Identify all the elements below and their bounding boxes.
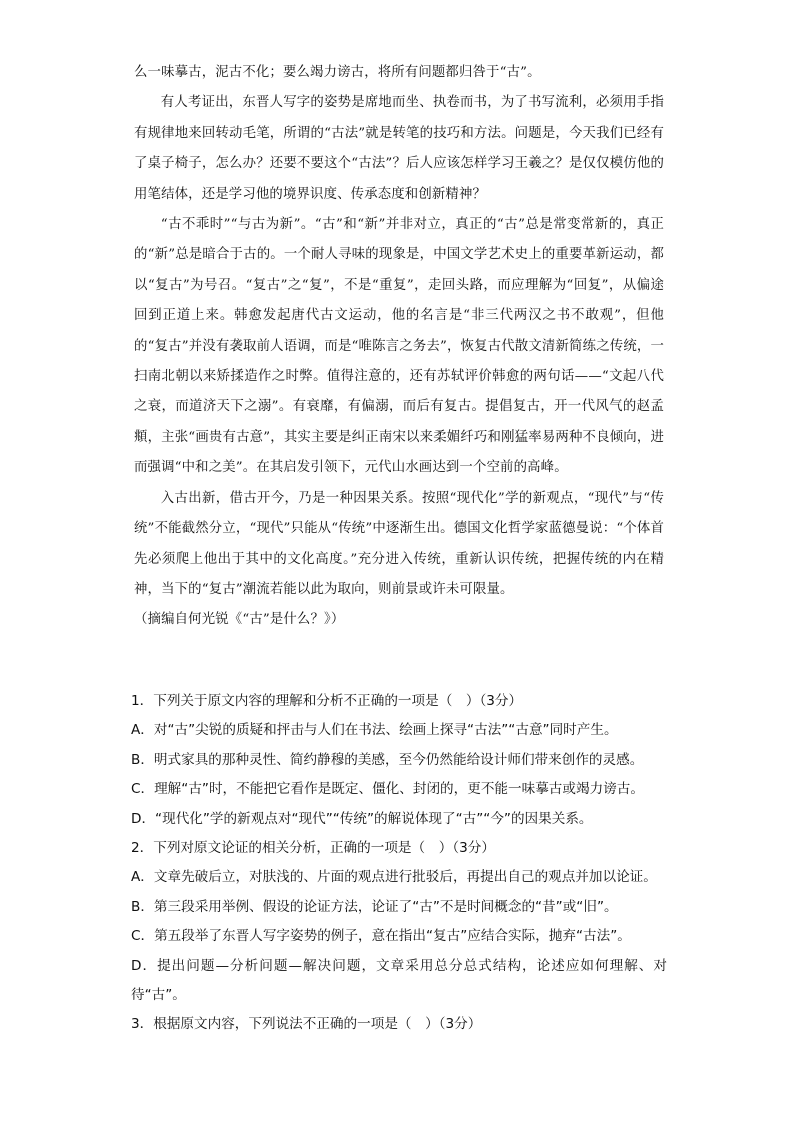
question-1-option-b: B．明式家具的那种灵性、简约静穆的美感，至今仍然能给设计师们带来创作的灵感。 xyxy=(131,751,644,768)
question-2-option-c: C．第五段举了东晋人写字姿势的例子，意在指出“复古”应结合实际，抛弃“古法”。 xyxy=(131,928,631,945)
passage-paragraph-4: 入古出新，借古开今，乃是一种因果关系。按照“现代化”学的新观点，“现代”与“传统”不能截然分立，“现代”只能从“传统”中逐渐生出。德国文化哲学家蓝德曼说：“个体首先必须爬上他出于其中的文化高度。”充分进入传统，重新认识传统，把握传统的内在精神，当下的“复古”潮流若能以此为取向，则前景或许未可限量。 xyxy=(134,490,664,597)
question-3-stem: 3．根据原文内容，下列说法不正确的一项是（ ）（3分） xyxy=(131,1016,482,1033)
question-1-option-c: C．理解“古”时，不能把它看作是既定、僵化、封闭的，更不能一味摹古或竭力谤古。 xyxy=(131,781,644,798)
reading-passage xyxy=(134,58,664,636)
question-1-option-a: A．对“古”尖锐的质疑和抨击与人们在书法、绘画上探寻“古法”“古意”同时产生。 xyxy=(131,722,618,739)
question-2-option-b: B．第三段采用举例、假设的论证方法，论证了“古”不是时间概念的“昔”或“旧”。 xyxy=(131,898,618,915)
passage-paragraph-2: 有人考证出，东晋人写字的姿势是席地而坐、执卷而书，为了书写流利，必须用手指有规律地来回转动毛笔，所谓的“古法”就是转笔的技巧和方法。问题是，今天我们已经有了桌子椅子，怎么办？还要不要这个“古法”？后人应该怎样学习王羲之？是仅仅模仿他的用笔结体，还是学习他的境界识度、传承态度和创新精神？ xyxy=(134,95,664,202)
passage-paragraph-3: “古不乖时”“与古为新”。“古”和“新”并非对立，真正的“古”总是常变常新的，真正的“新”总是暗合于古的。一个耐人寻味的现象是，中国文学艺术史上的重要革新运动，都以“复古”为号召。“复古”之“复”，不是“重复”，走回头路，而应理解为“回复”，从偏途回到正道上来。韩愈发起唐代古文运动，他的名言是“非三代两汉之书不敢观”，但他的“复古”并没有袭取前人语调，而是“唯陈言之务去”，恢复古代散文清新简练之传统，一扫南北朝以来矫揉造作之时弊。值得注意的，还有苏轼评价韩愈的两句话——“文起八代之衰，而道济天下之溺”。有衰靡，有偏溺，而后有复古。提倡复古，开一代风气的赵孟頫，主张“画贵有古意”，其实主要是纠正南宋以来柔媚纤巧和刚猛率易两种不良倾向，进而强调“中和之美”。在其启发引领下，元代山水画达到一个空前的高峰。 xyxy=(134,217,664,476)
question-1-option-d: D．“现代化”学的新观点对“现代”“传统”的解说体现了“古”“今”的因果关系。 xyxy=(131,810,593,827)
question-2-stem: 2．下列对原文论证的相关分析，正确的一项是（ ）（3分） xyxy=(131,840,495,857)
question-1-stem: 1．下列关于原文内容的理解和分析不正确的一项是（ ）（3分） xyxy=(131,693,523,709)
passage-source: （摘编自何光锐《“古”是什么？》） xyxy=(134,612,345,628)
question-2-option-a: A．文章先破后立，对肤浅的、片面的观点进行批驳后，再提出自己的观点并加以论证。 xyxy=(131,869,657,886)
question-2-option-d: D．提出问题—分析问题—解决问题，文章采用总分总式结构，论述应如何理解、对待“古”。 xyxy=(131,957,667,1004)
passage-paragraph-1: 么一味摹古，泥古不化；要么竭力谤古，将所有问题都归咎于“古”。 xyxy=(134,65,541,80)
question-section xyxy=(131,687,667,1040)
